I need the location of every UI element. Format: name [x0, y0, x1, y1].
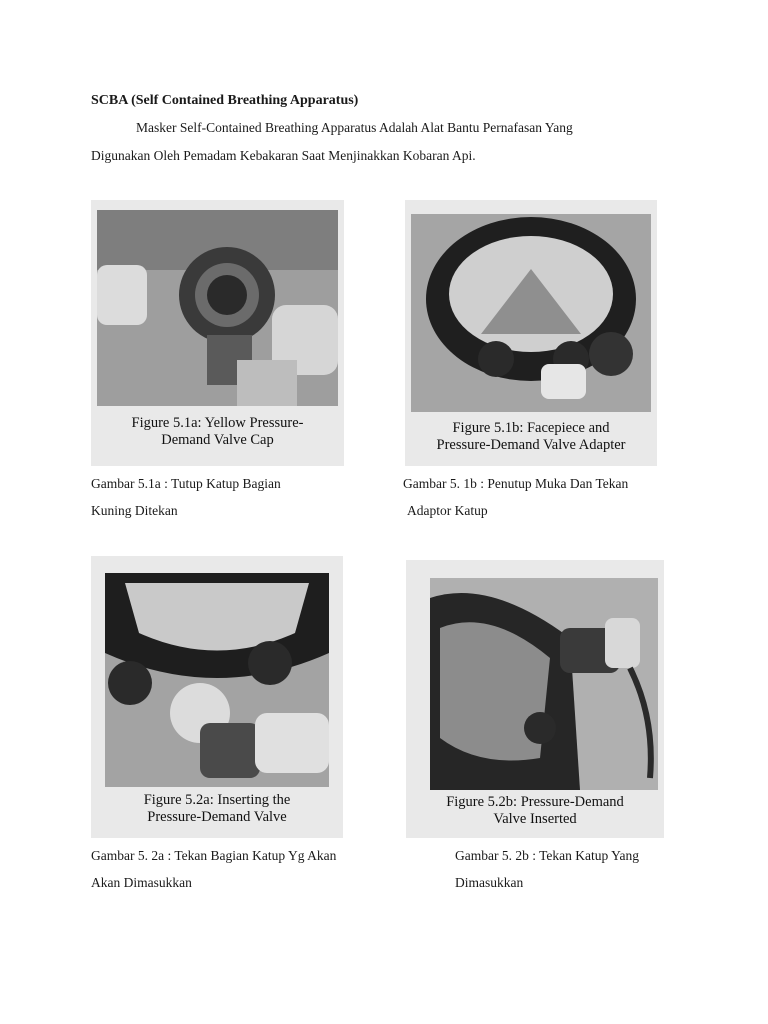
valve-inserted-illustration [430, 578, 658, 790]
figure-caption-line: Figure 5.1a: Yellow Pressure- [131, 415, 304, 431]
gambar-5-1b-line-2: Adaptor Katup [407, 503, 488, 518]
figure-caption-line: Figure 5.2b: Pressure-Demand [446, 794, 624, 810]
page-title: SCBA (Self Contained Breathing Apparatus) [91, 93, 359, 108]
figure-5-1b [405, 200, 657, 466]
figure-caption-line: Demand Valve Cap [161, 432, 274, 448]
figure-5-1a-photo [97, 210, 338, 406]
figure-5-1a [91, 200, 344, 466]
intro-paragraph-line-1: Masker Self-Contained Breathing Apparatus Adalah Alat Bantu Pernafasan Yang [136, 120, 573, 135]
figure-5-2b-photo [430, 578, 658, 790]
gambar-5-2b-line-2: Dimasukkan [455, 875, 524, 890]
figure-5-1b-photo [411, 214, 651, 412]
gambar-5-2b-line-1: Gambar 5. 2b : Tekan Katup Yang [455, 848, 640, 863]
figure-5-2a [91, 556, 343, 838]
gambar-5-2a-line-2: Akan Dimasukkan [91, 875, 192, 890]
figure-caption-line: Pressure-Demand Valve [147, 809, 287, 825]
figure-5-2b-caption [406, 794, 664, 828]
inserting-valve-illustration [105, 573, 329, 787]
figure-5-2a-photo [105, 573, 329, 787]
facepiece-illustration [411, 214, 651, 412]
intro-paragraph-line-2: Digunakan Oleh Pemadam Kebakaran Saat Menjinakkan Kobaran Api. [91, 148, 476, 163]
figure-5-2a-caption [91, 792, 343, 826]
gambar-5-1a-line-1: Gambar 5.1a : Tutup Katup Bagian [91, 476, 281, 491]
figure-caption-line: Figure 5.2a: Inserting the [143, 792, 291, 808]
gambar-5-1b-line-1: Gambar 5. 1b : Penutup Muka Dan Tekan [403, 476, 629, 491]
gambar-5-2a-line-1: Gambar 5. 2a : Tekan Bagian Katup Yg Akan [91, 848, 337, 863]
figure-caption-line: Pressure-Demand Valve Adapter [436, 437, 626, 453]
figure-5-2b [406, 560, 664, 838]
figure-caption-line: Valve Inserted [493, 811, 577, 827]
figure-5-1a-caption [91, 415, 344, 449]
gambar-5-1a-line-2: Kuning Ditekan [91, 503, 178, 518]
figure-caption-line: Figure 5.1b: Facepiece and [452, 420, 610, 436]
figure-5-1b-caption [405, 420, 657, 454]
valve-cap-illustration [97, 210, 338, 406]
